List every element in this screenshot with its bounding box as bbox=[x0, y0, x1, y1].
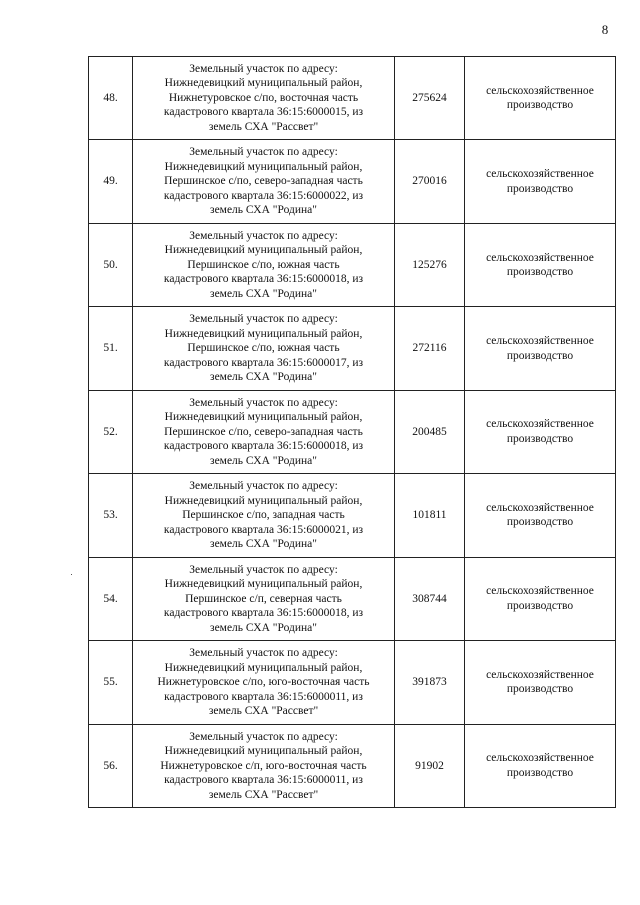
plot-area: 91902 bbox=[395, 724, 465, 808]
table-row bbox=[89, 557, 616, 640]
plot-description: Земельный участок по адресу: Нижнедевицкий муниципальный район, Нижнетуровское с/п, юго-восточная часть кадастрового квартала 36:15:6000011, из земель СХА "Рассвет" bbox=[133, 724, 395, 808]
plot-area: 308744 bbox=[395, 557, 465, 640]
table-row bbox=[89, 641, 616, 724]
plot-description: Земельный участок по адресу: Нижнедевицкий муниципальный район, Першинское с/по, южная часть кадастрового квартала 36:15:6000017, из земель СХА "Родина" bbox=[133, 307, 395, 390]
table-row bbox=[89, 57, 616, 140]
table-row bbox=[89, 140, 616, 223]
plot-use: сельскохозяйственное производство bbox=[465, 140, 616, 223]
plot-use: сельскохозяйственное производство bbox=[465, 641, 616, 724]
plot-area: 272116 bbox=[395, 307, 465, 390]
plot-description: Земельный участок по адресу: Нижнедевицкий муниципальный район, Першинское с/п, северная часть кадастрового квартала 36:15:6000018, из земель СХА "Родина" bbox=[133, 557, 395, 640]
table-row bbox=[89, 223, 616, 306]
row-number: 49. bbox=[89, 140, 133, 223]
plot-description: Земельный участок по адресу: Нижнедевицкий муниципальный район, Першинское с/по, северо-западная часть кадастрового квартала 36:15:6000022, из земель СХА "Родина" bbox=[133, 140, 395, 223]
table-row bbox=[89, 307, 616, 390]
scan-speck bbox=[71, 574, 72, 575]
land-plots-table bbox=[88, 56, 616, 808]
plot-area: 391873 bbox=[395, 641, 465, 724]
plot-area: 275624 bbox=[395, 57, 465, 140]
plot-use: сельскохозяйственное производство bbox=[465, 390, 616, 473]
plot-use: сельскохозяйственное производство bbox=[465, 307, 616, 390]
plot-use: сельскохозяйственное производство bbox=[465, 57, 616, 140]
plot-area: 101811 bbox=[395, 474, 465, 557]
row-number: 51. bbox=[89, 307, 133, 390]
plot-use: сельскохозяйственное производство bbox=[465, 474, 616, 557]
table-row bbox=[89, 724, 616, 808]
plot-description: Земельный участок по адресу: Нижнедевицкий муниципальный район, Нижнетуровское с/по, восточная часть кадастрового квартала 36:15:6000015, из земель СХА "Рассвет" bbox=[133, 57, 395, 140]
row-number: 55. bbox=[89, 641, 133, 724]
plot-description: Земельный участок по адресу: Нижнедевицкий муниципальный район, Першинское с/по, южная часть кадастрового квартала 36:15:6000018, из земель СХА "Родина" bbox=[133, 223, 395, 306]
plot-description: Земельный участок по адресу: Нижнедевицкий муниципальный район, Першинское с/по, западная часть кадастрового квартала 36:15:6000021, из земель СХА "Родина" bbox=[133, 474, 395, 557]
row-number: 50. bbox=[89, 223, 133, 306]
plot-use: сельскохозяйственное производство bbox=[465, 557, 616, 640]
plot-use: сельскохозяйственное производство bbox=[465, 223, 616, 306]
plot-use: сельскохозяйственное производство bbox=[465, 724, 616, 808]
plot-description: Земельный участок по адресу: Нижнедевицкий муниципальный район, Нижнетуровское с/по, юго-восточная часть кадастрового квартала 36:15:6000011, из земель СХА "Рассвет" bbox=[133, 641, 395, 724]
row-number: 54. bbox=[89, 557, 133, 640]
row-number: 52. bbox=[89, 390, 133, 473]
plot-area: 200485 bbox=[395, 390, 465, 473]
table-row bbox=[89, 474, 616, 557]
row-number: 56. bbox=[89, 724, 133, 808]
plot-area: 270016 bbox=[395, 140, 465, 223]
row-number: 48. bbox=[89, 57, 133, 140]
plot-description: Земельный участок по адресу: Нижнедевицкий муниципальный район, Першинское с/по, северо-западная часть кадастрового квартала 36:15:6000018, из земель СХА "Родина" bbox=[133, 390, 395, 473]
row-number: 53. bbox=[89, 474, 133, 557]
page-number: 8 bbox=[601, 22, 609, 37]
plot-area: 125276 bbox=[395, 223, 465, 306]
table-row bbox=[89, 390, 616, 473]
